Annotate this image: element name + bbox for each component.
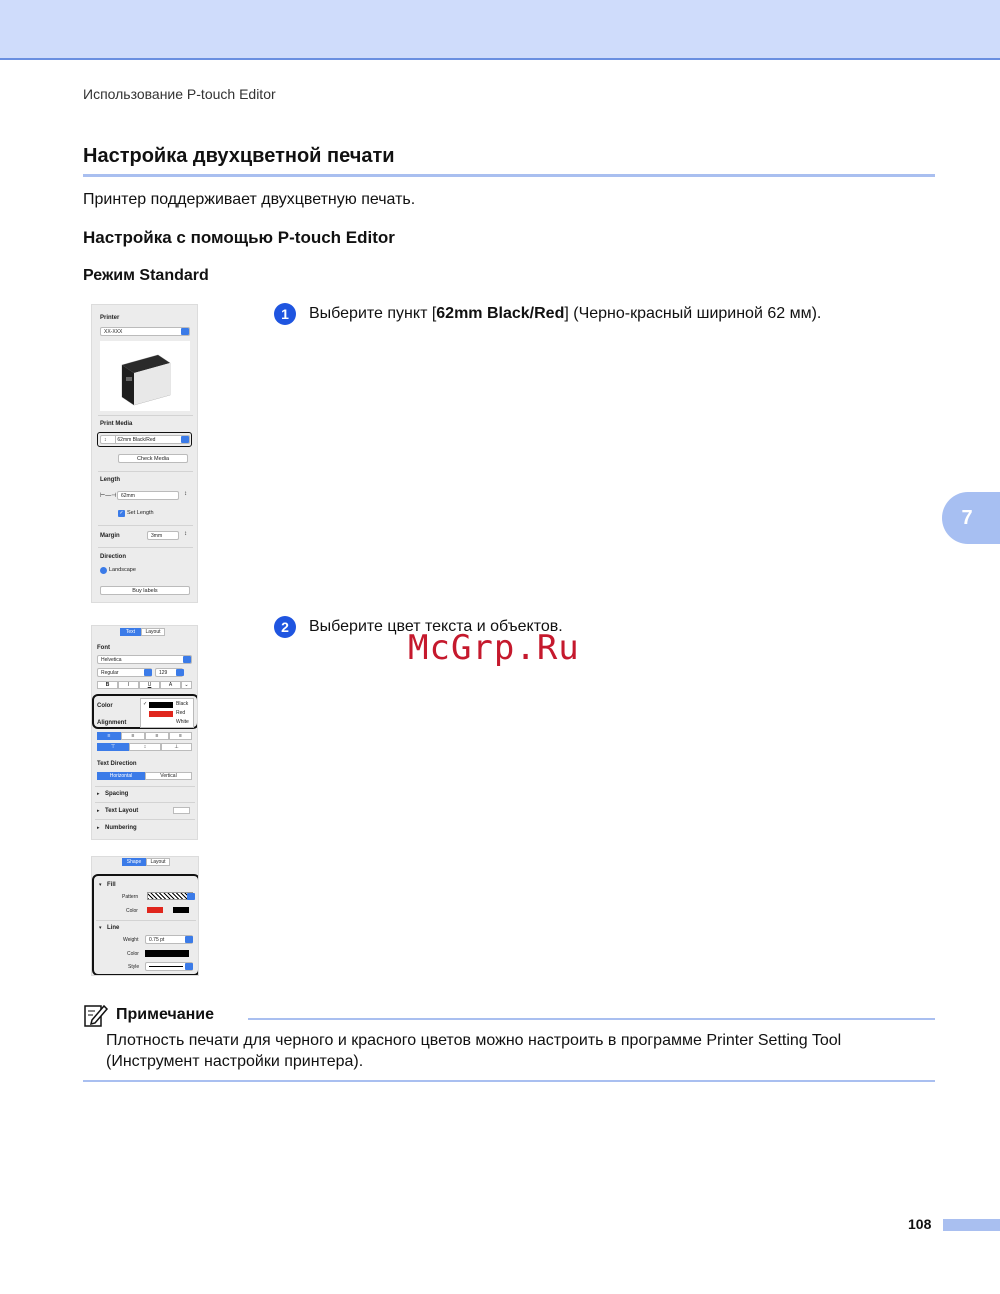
landscape-label: Landscape [109, 567, 136, 573]
red-swatch[interactable] [149, 711, 173, 717]
margin-label: Margin [100, 533, 120, 539]
length-label: Length [100, 477, 120, 483]
step-1-text: Выберите пункт [62mm Black/Red] (Черно-красный шириной 62 мм). [309, 305, 822, 322]
chevron-down-icon [181, 436, 189, 443]
alignment-label: Alignment [97, 720, 127, 726]
title-rule [83, 174, 935, 177]
step-2-number: 2 [274, 616, 296, 638]
disclosure-open-icon[interactable]: ▾ [99, 882, 102, 888]
disclosure-triangle-icon[interactable]: ▸ [97, 808, 100, 814]
tab-text[interactable]: Text [120, 628, 141, 636]
text-properties-screenshot [91, 625, 198, 840]
color-dropdown[interactable] [140, 698, 194, 728]
chevron-down-icon [144, 669, 152, 676]
fill-color-swatch[interactable] [147, 907, 163, 913]
stepper-icon[interactable]: ↕ [184, 491, 187, 497]
disclosure-triangle-icon[interactable]: ▸ [97, 791, 100, 797]
fill-color-label: Color [126, 908, 138, 914]
top-band [0, 0, 1000, 60]
font-effect-button[interactable]: A [160, 681, 181, 689]
watermark: McGrp.Ru [408, 628, 580, 668]
mode-title: Режим Standard [83, 267, 209, 284]
step-2-text: Выберите цвет текста и объектов. [309, 618, 563, 635]
landscape-radio[interactable] [100, 567, 107, 574]
check-icon: ✓ [143, 701, 148, 707]
check-media-button[interactable]: Check Media [118, 454, 188, 463]
align-right-icon[interactable]: ≡ [145, 732, 169, 740]
margin-input[interactable]: 3mm [147, 531, 179, 540]
page-number: 108 [908, 1216, 932, 1232]
red-option[interactable]: Red [176, 710, 186, 716]
chevron-down-icon [176, 669, 184, 676]
chevron-down-icon [185, 936, 193, 943]
chevron-down-icon [187, 893, 195, 900]
disclosure-open-icon[interactable]: ▾ [99, 925, 102, 931]
line-style-preview [149, 966, 183, 967]
font-select[interactable]: Helvetica [97, 655, 192, 664]
set-length-label: Set Length [127, 510, 154, 516]
underline-button[interactable]: U [139, 681, 160, 689]
font-label: Font [97, 645, 110, 651]
chapter-tab[interactable]: 7 [942, 492, 1000, 544]
valign-middle-icon[interactable]: ↕ [129, 743, 161, 751]
fill-section: Fill [107, 882, 116, 888]
section-title: Настройка двухцветной печати [83, 145, 395, 167]
line-section: Line [107, 925, 120, 931]
white-option[interactable]: White [176, 719, 189, 725]
bold-button[interactable]: B [97, 681, 118, 689]
align-justify-icon[interactable]: ≡ [169, 732, 192, 740]
length-icon: ⊢—⊣ [100, 493, 117, 499]
valign-top-icon[interactable]: ⊤ [97, 743, 129, 751]
align-center-icon[interactable]: ≡ [121, 732, 145, 740]
tab-shape[interactable]: Shape [122, 858, 146, 866]
fill-bg-color-swatch[interactable] [173, 907, 189, 913]
note-text: Плотность печати для черного и красного цветов можно настроить в программе Printer Setting Tool (Инструмент настройки принтера). [106, 1032, 842, 1070]
printer-label: Printer [100, 315, 120, 321]
valign-bottom-icon[interactable]: ⊥ [161, 743, 192, 751]
page-bar [943, 1219, 1000, 1231]
step-1 [274, 303, 821, 325]
align-left-icon[interactable]: ≡ [97, 732, 121, 740]
spacing-section[interactable]: Spacing [105, 791, 129, 797]
label-icon: ↕ [104, 436, 116, 444]
chevron-down-icon [183, 656, 191, 663]
tab-layout[interactable]: Layout [141, 628, 165, 636]
black-swatch[interactable] [149, 702, 173, 708]
more-chevron-icon[interactable]: ⌄ [181, 681, 192, 689]
note-rule-bottom [83, 1080, 935, 1082]
black-option[interactable]: Black [176, 701, 189, 707]
intro-text: Принтер поддерживает двухцветную печать. [83, 191, 416, 208]
italic-button[interactable]: I [118, 681, 139, 689]
line-color-swatch[interactable] [145, 950, 189, 957]
length-input[interactable]: 62mm [117, 491, 179, 500]
chevron-down-icon [181, 328, 189, 335]
weight-label: Weight [123, 937, 139, 943]
note-pencil-icon [83, 1002, 109, 1028]
line-color-label: Color [127, 951, 139, 957]
stepper-icon[interactable]: ↕ [184, 531, 187, 537]
chevron-down-icon [185, 963, 193, 970]
size-input[interactable]: 129 [155, 668, 183, 677]
shape-properties-screenshot [91, 856, 199, 976]
print-media-label: Print Media [100, 421, 133, 427]
disclosure-triangle-icon[interactable]: ▸ [97, 825, 100, 831]
printer-image [100, 341, 190, 411]
text-layout-section[interactable]: Text Layout [105, 808, 139, 814]
tab-layout[interactable]: Layout [146, 858, 170, 866]
direction-label: Direction [100, 554, 127, 560]
media-select[interactable]: ↕ 62mm Black/Red [100, 435, 190, 444]
step-1-number: 1 [274, 303, 296, 325]
pattern-label: Pattern [122, 894, 139, 900]
printer-settings-screenshot [91, 304, 198, 603]
note-rule-top [248, 1018, 935, 1020]
text-layout-icon[interactable] [173, 807, 190, 814]
weight-select[interactable]: 0.75 pt [145, 935, 193, 944]
horizontal-button[interactable]: Horizontal [97, 772, 145, 780]
subsection-title: Настройка с помощью P-touch Editor [83, 228, 395, 247]
numbering-section[interactable]: Numbering [105, 825, 137, 831]
breadcrumb: Использование P-touch Editor [83, 86, 276, 102]
buy-labels-button[interactable]: Buy labels [100, 586, 190, 595]
set-length-checkbox[interactable]: ✓ [119, 510, 124, 516]
text-direction-label: Text Direction [97, 761, 137, 767]
color-label: Color [97, 703, 113, 709]
printer-select[interactable]: XX-XXX [100, 327, 190, 336]
vertical-button[interactable]: Vertical [145, 772, 192, 780]
style-label: Style [128, 964, 140, 970]
style-select[interactable]: Regular [97, 668, 152, 677]
note-title: Примечание [116, 1006, 215, 1023]
